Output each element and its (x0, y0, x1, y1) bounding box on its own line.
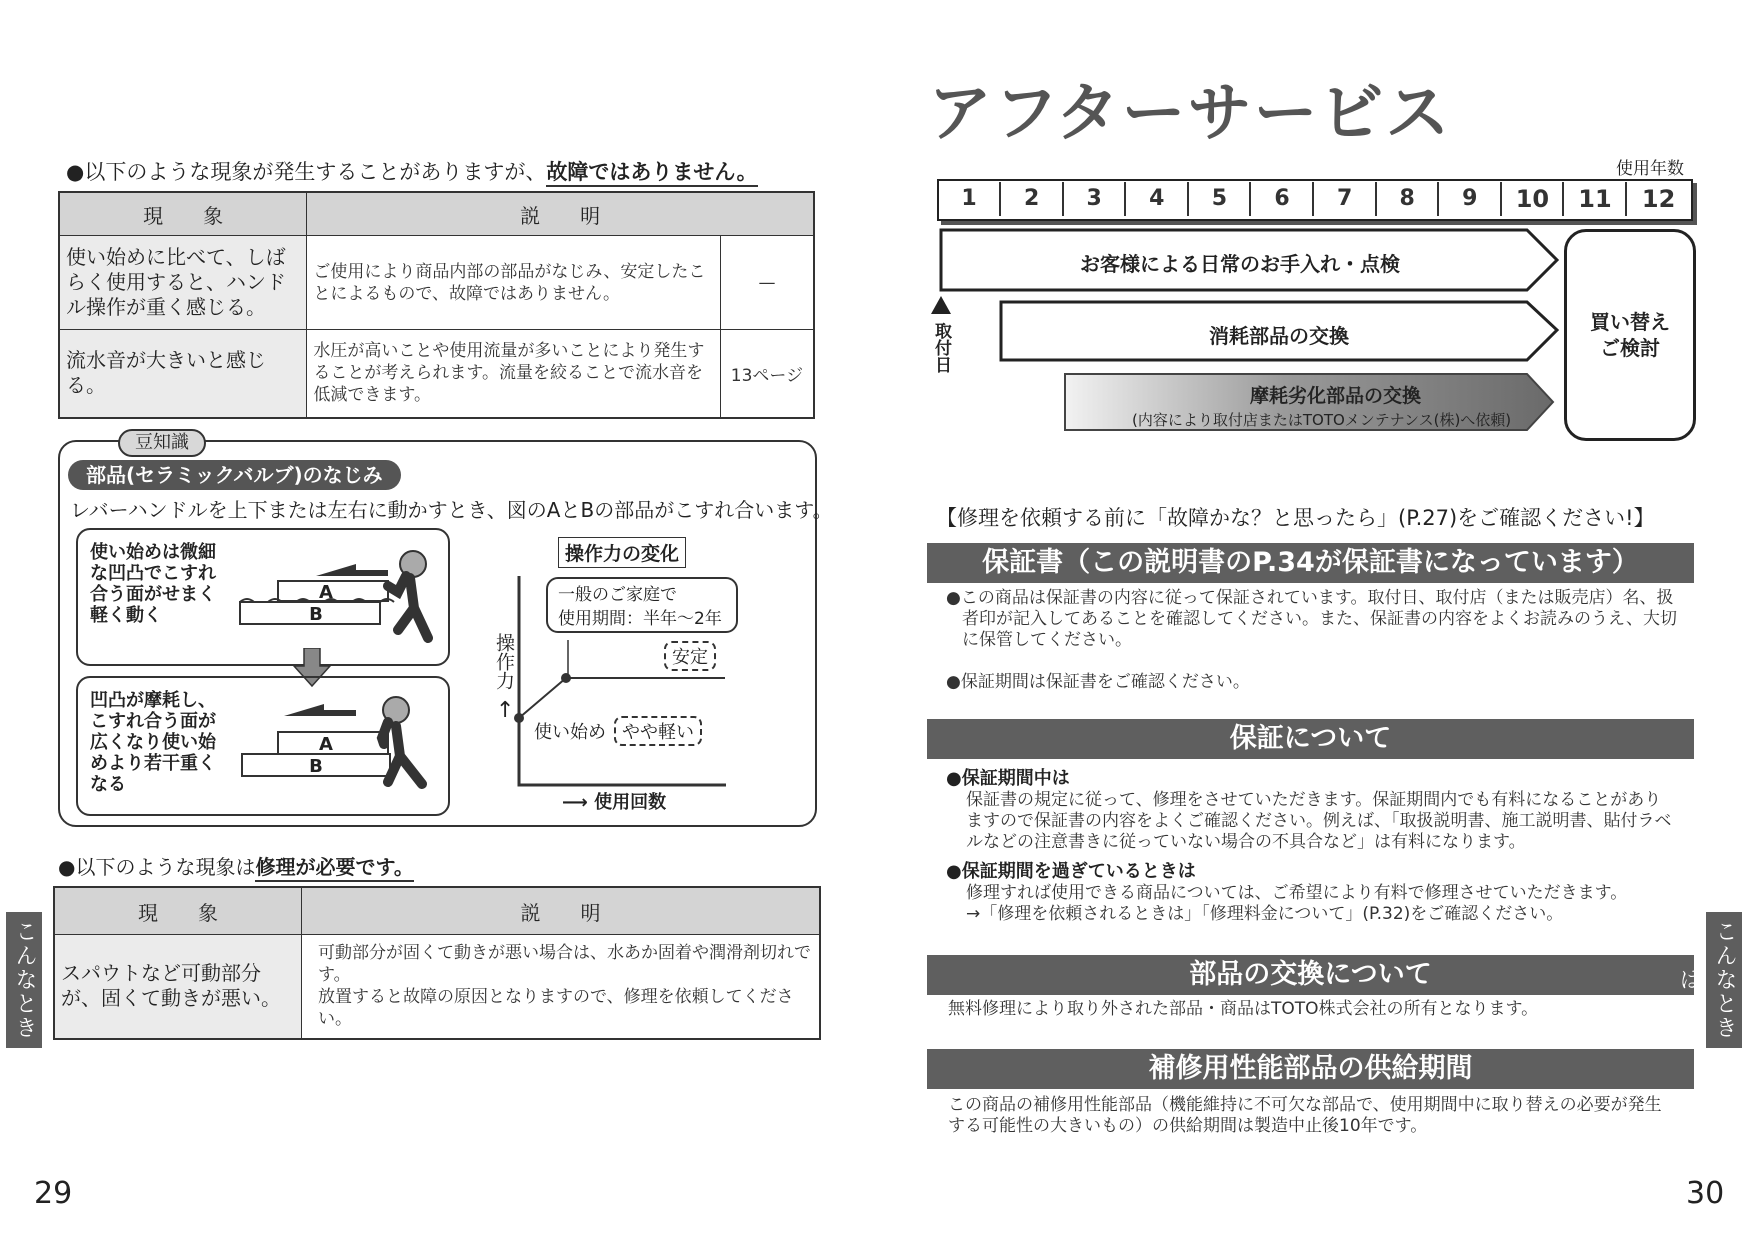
after-parts-illustration (238, 690, 442, 806)
year-cell: 2 (1002, 182, 1064, 216)
before-caption: 使い始めは微細な凹凸でこすれ合う面がせまく軽く動く (90, 542, 216, 626)
page-number-right: 30 (1686, 1176, 1725, 1211)
force-curve (519, 678, 725, 718)
warranty-expired-link-text: →「修理を依頼されるときは」「修理料金について」(P.32)をご確認ください。 (966, 904, 1564, 924)
year-cell: 1 (939, 182, 1001, 216)
daily-care-label: お客様による日常のお手入れ・点検 (1080, 252, 1400, 276)
part-a-block (278, 732, 388, 754)
description-cell (302, 935, 821, 1039)
not-fault-intro (66, 156, 758, 186)
years-label: 使用年数 (1616, 159, 1684, 179)
repair-needed-table (53, 886, 821, 1040)
left-side-tab[interactable] (6, 912, 42, 1048)
description-cell: ご使用により商品内部の部品がなじみ、安定したことによるもので、故障ではありません。 (307, 236, 721, 330)
page-title: アフターサービス (928, 77, 1452, 151)
part-a-label: A (319, 734, 333, 755)
consumable-parts-label: 消耗部品の交換 (1209, 324, 1349, 348)
tips-tag-label: 豆知識 (135, 432, 189, 453)
part-a-label: A (319, 582, 333, 603)
y-axis-up-arrow: ↑ (496, 698, 515, 723)
tips-tag (118, 429, 206, 457)
description-cell: 水圧が高いことや使用流量が多いことにより発生することが考えられます。流量を絞ることで流水音を低減できます。 (307, 330, 721, 418)
warranty-card-heading: 保証書（この説明書のP.34が保証書になっています） (927, 543, 1694, 583)
description-line-2: 放置すると故障の原因となりますので、修理を依頼してください。 (318, 987, 794, 1030)
repair-needed-intro (58, 851, 414, 880)
force-chart-title-text: 操作力の変化 (565, 543, 680, 565)
slightly-light-label (614, 716, 702, 746)
warranty-card-paragraph: ●この商品は保証書の内容に従って保証されています。取付日、取付店（または販売店）名、扱者印が記入してあることを確認してください。また、保証書の内容をよくお読みのうえ、大切に保管してください。 (946, 588, 1678, 650)
not-fault-emphasis: 故障ではありません。 (546, 160, 757, 187)
year-cell: 12 (1641, 185, 1676, 213)
callout-line1: 一般のご家庭で (558, 585, 677, 605)
stable-label-text: 安定 (672, 647, 708, 668)
tips-title-text: 部品(セラミックバルブ)のなじみ (86, 463, 383, 487)
warranty-heading: 保証について (927, 719, 1694, 759)
warranty-period-paragraph: ●保証期間は保証書をご確認ください。 (946, 672, 1250, 692)
right-side-tab[interactable] (1676, 912, 1742, 1048)
pushing-figure-icon (388, 551, 428, 638)
usage-callout (546, 577, 738, 633)
start-up-arrow-icon (931, 296, 951, 314)
column-header-phenomenon: 現 象 (59, 192, 307, 236)
replacement-box (1564, 229, 1696, 441)
installation-date-text: 取付日 (931, 322, 951, 373)
years-bar (937, 179, 1693, 221)
right-side-tab-label: こんなときは (1676, 920, 1737, 1040)
table-row (59, 330, 814, 418)
repair-notice: 【修理を依頼する前に「故障かな？と思ったら」(P.27)をご確認ください!】 (936, 506, 1655, 530)
year-cell: 6 (1252, 182, 1314, 216)
year-cell: 3 (1064, 182, 1126, 216)
worn-parts-note: (内容により取付店またはTOTOメンテナンス(株)へ依頼) (1132, 411, 1512, 429)
slightly-light-label-text: やや軽い (622, 722, 694, 743)
page-number-left: 29 (34, 1176, 73, 1211)
column-header-description: 説 明 (302, 887, 821, 935)
part-a-block (278, 581, 388, 601)
supply-heading: 補修用性能部品の供給期間 (927, 1049, 1694, 1089)
slide-arrow-icon (316, 564, 388, 576)
stable-point-dot (561, 673, 571, 683)
supply-text: この商品の補修用性能部品（機能維持に不可欠な部品で、使用期間中に取り替えの必要が発生する可能性の大きいもの）の供給期間は製造中止後10年です。 (948, 1095, 1662, 1136)
start-label: 使い始め (534, 722, 606, 743)
phenomenon-cell: 使い始めに比べて、しばらく使用すると、ハンドル操作が重く感じる。 (59, 236, 307, 330)
slide-arrow-icon (284, 704, 356, 716)
replacement-line2: ご検討 (1600, 336, 1660, 360)
year-cell: 7 (1315, 182, 1377, 216)
replacement-line1: 買い替え (1590, 310, 1670, 334)
after-caption: 凹凸が摩耗し、こすれ合う面が広くなり使い始めより若干重くなる (90, 690, 216, 795)
year-cell: 10 (1502, 182, 1564, 216)
tips-lead: レバーハンドルを上下または左右に動かすとき、図のAとBの部品がこすれ合います。 (70, 498, 833, 522)
not-fault-intro-text: ●以下のような現象が発生することがありますが、 (66, 160, 547, 184)
table-header-row (59, 192, 814, 236)
repair-needed-text: ●以下のような現象は (58, 855, 256, 879)
stable-label (664, 641, 716, 671)
not-fault-table (58, 191, 815, 419)
table-header-row (54, 887, 820, 935)
pushing-figure-icon (382, 697, 422, 784)
year-cell: 11 (1565, 182, 1627, 216)
table-row (54, 935, 820, 1039)
warranty-expired-heading: ●保証期間を過ぎているときは (946, 861, 1196, 882)
part-b-label: B (309, 756, 323, 777)
parts-text: 無料修理により取り外された部品・商品はTOTO株式会社の所有となります。 (948, 999, 1539, 1019)
year-cell: 5 (1189, 182, 1251, 216)
phenomenon-cell: 流水音が大きいと感じる。 (59, 330, 307, 418)
callout-line2: 使用期間：半年〜2年 (558, 609, 722, 629)
year-cell: 8 (1377, 182, 1439, 216)
reference-cell: — (720, 236, 814, 330)
before-parts-illustration (238, 540, 442, 656)
year-cell: 9 (1440, 182, 1502, 216)
parts-heading: 部品の交換について (927, 955, 1694, 995)
tips-title (68, 460, 401, 490)
description-line-1: 可動部分が固くて動きが悪い場合は、水あか固着や潤滑剤切れです。 (318, 943, 811, 986)
table-row (59, 236, 814, 330)
warranty-expired-text: 修理すれば使用できる商品については、ご希望により有料で修理させていただきます。 (966, 883, 1628, 903)
left-side-tab-label: こんなとき (12, 920, 37, 1040)
x-axis-label-text: 使用回数 (594, 792, 667, 813)
column-header-phenomenon: 現 象 (54, 887, 302, 935)
installation-date-label (930, 322, 950, 373)
phenomenon-cell: スパウトなど可動部分が、固くて動きが悪い。 (54, 935, 302, 1039)
worn-parts-label: 摩耗劣化部品の交換 (1250, 385, 1422, 407)
warranty-in-period-heading: ●保証期間中は (946, 768, 1070, 789)
part-b-label: B (309, 604, 323, 625)
repair-needed-emphasis: 修理が必要です。 (255, 855, 413, 882)
warranty-in-period-text: 保証書の規定に従って、修理をさせていただきます。保証期間内でも有料になることがありますので保証書の内容をよくご確認ください。例えば、「取扱説明書、施工説明書、貼付ラベルなどの注意書きに従っていない場合の不具合など」は有料になります。 (966, 790, 1672, 852)
x-axis-label: ⟶ 使用回数 (562, 792, 667, 813)
reference-cell: 13ページ (720, 330, 814, 418)
start-point-dot (514, 713, 524, 723)
y-axis-label-text: 操作力 (493, 633, 515, 690)
year-cell: 4 (1127, 182, 1189, 216)
column-header-description: 説 明 (307, 192, 814, 236)
